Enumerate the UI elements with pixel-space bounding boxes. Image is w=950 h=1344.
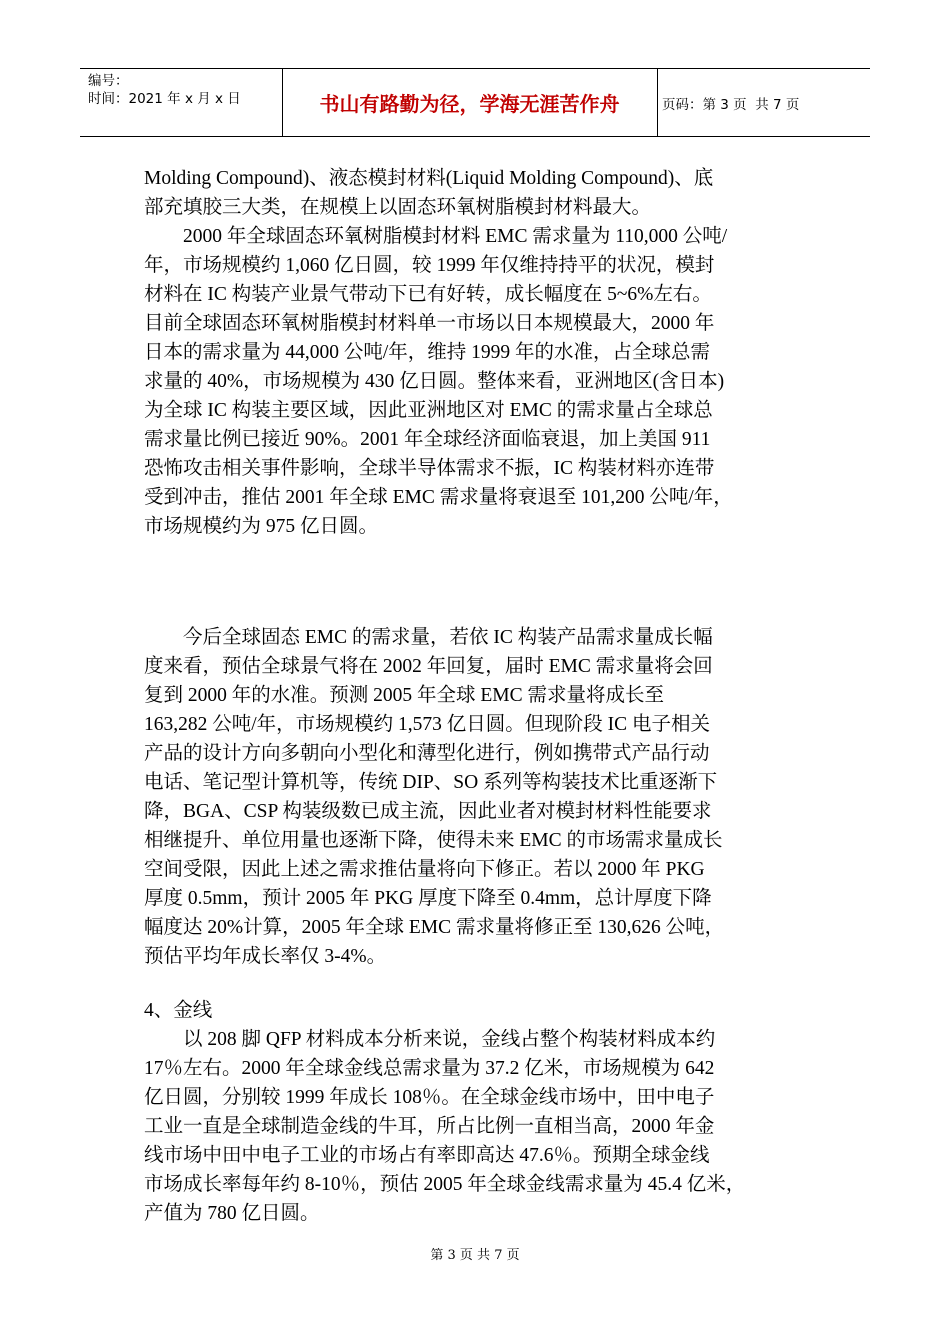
text-line: 目前全球固态环氧树脂模封材料单一市场以日本规模最大，2000 年 [144, 313, 715, 334]
header-motto: 书山有路勤为径，学海无涯苦作舟 [319, 92, 620, 116]
text-line: 度来看，预估全球景气将在 2002 年回复，届时 EMC 需求量将会回 [144, 656, 713, 677]
text-line: 降，BGA、CSP 构装级数已成主流，因此业者对模封材料性能要求 [144, 801, 712, 822]
text-line: 受到冲击，推估 2001 年全球 EMC 需求量将衰退至 101,200 公吨/年， [144, 487, 733, 508]
text-line: 以 208 脚 QFP 材料成本分析来说，金线占整个构装材料成本约 [144, 1029, 716, 1050]
text-line: 产品的设计方向多朝向小型化和薄型化进行，例如携带式产品行动 [144, 743, 710, 764]
text-line: 17％左右。2000 年全球金线总需求量为 37.2 亿米，市场规模为 642 [144, 1058, 715, 1079]
text-line: 相继提升、单位用量也逐渐下降，使得未来 EMC 的市场需求量成长 [144, 830, 723, 851]
text-line: 恐怖攻击相关事件影响，全球半导体需求不振，IC 构装材料亦连带 [144, 458, 715, 479]
text-line: 需求量比例已接近 90%。2001 年全球经济面临衰退，加上美国 911 [144, 429, 711, 450]
header-divider [282, 69, 283, 136]
header-code-label: 编号： [88, 73, 129, 89]
paragraph-emc-2000 [144, 164, 814, 541]
text-line: 亿日圆，分别较 1999 年成长 108％。在全球金线市场中，田中电子 [144, 1087, 715, 1108]
text-line: 为全球 IC 构装主要区域，因此亚洲地区对 EMC 的需求量占全球总 [144, 400, 713, 421]
text-line: 电话、笔记型计算机等，传统 DIP、SO 系列等构装技术比重逐渐下 [144, 772, 718, 793]
header-bottom-rule [80, 136, 870, 137]
text-line: 工业一直是全球制造金线的牛耳，所占比例一直相当高，2000 年金 [144, 1116, 715, 1137]
text-line: 市场规模约为 975 亿日圆。 [144, 516, 379, 537]
header-meta [88, 72, 278, 108]
text-line: 复到 2000 年的水准。预测 2005 年全球 EMC 需求量将成长至 [144, 685, 665, 706]
text-line: 求量的 40%，市场规模为 430 亿日圆。整体来看，亚洲地区(含日本) [144, 371, 725, 392]
text-line: 材料在 IC 构装产业景气带动下已有好转，成长幅度在 5~6%左右。 [144, 284, 712, 305]
section-gold-wire [144, 996, 814, 1228]
section-heading: 4、金线 [144, 1000, 213, 1021]
text-line: 年，市场规模约 1,060 亿日圆，较 1999 年仅维持持平的状况，模封 [144, 255, 715, 276]
text-line: 今后全球固态 EMC 的需求量，若依 IC 构装产品需求量成长幅 [144, 627, 713, 648]
text-line: 市场成长率每年约 8-10％，预估 2005 年全球金线需求量为 45.4 亿米， [144, 1174, 746, 1195]
text-line: 预估平均年成长率仅 3-4%。 [144, 946, 387, 967]
text-line: 产值为 780 亿日圆。 [144, 1203, 320, 1224]
text-line: 163,282 公吨/年，市场规模约 1,573 亿日圆。但现阶段 IC 电子相关 [144, 714, 711, 735]
text-line: 空间受限，因此上述之需求推估量将向下修正。若以 2000 年 PKG [144, 859, 705, 880]
paragraph-emc-forecast [144, 623, 814, 971]
header-page-info: 页码：第 3 页 共 7 页 [662, 96, 800, 113]
page-footer: 第 3 页 共 7 页 [430, 1248, 520, 1263]
text-line: Molding Compound)、液态模封材料(Liquid Molding Compound)、底 [144, 168, 714, 189]
text-line: 线市场中田中电子工业的市场占有率即高达 47.6％。预期全球金线 [144, 1145, 710, 1166]
text-line: 部充填胶三大类，在规模上以固态环氧树脂模封材料最大。 [144, 197, 652, 218]
header-divider [657, 69, 658, 136]
text-line: 日本的需求量为 44,000 公吨/年，维持 1999 年的水准，占全球总需 [144, 342, 711, 363]
text-line: 2000 年全球固态环氧树脂模封材料 EMC 需求量为 110,000 公吨/ [144, 226, 728, 247]
text-line: 幅度达 20%计算，2005 年全球 EMC 需求量将修正至 130,626 公吨， [144, 917, 725, 938]
header-time-label: 时间：2021 年 x 月 x 日 [88, 91, 241, 107]
text-line: 厚度 0.5mm，预计 2005 年 PKG 厚度下降至 0.4mm，总计厚度下降 [144, 888, 712, 909]
